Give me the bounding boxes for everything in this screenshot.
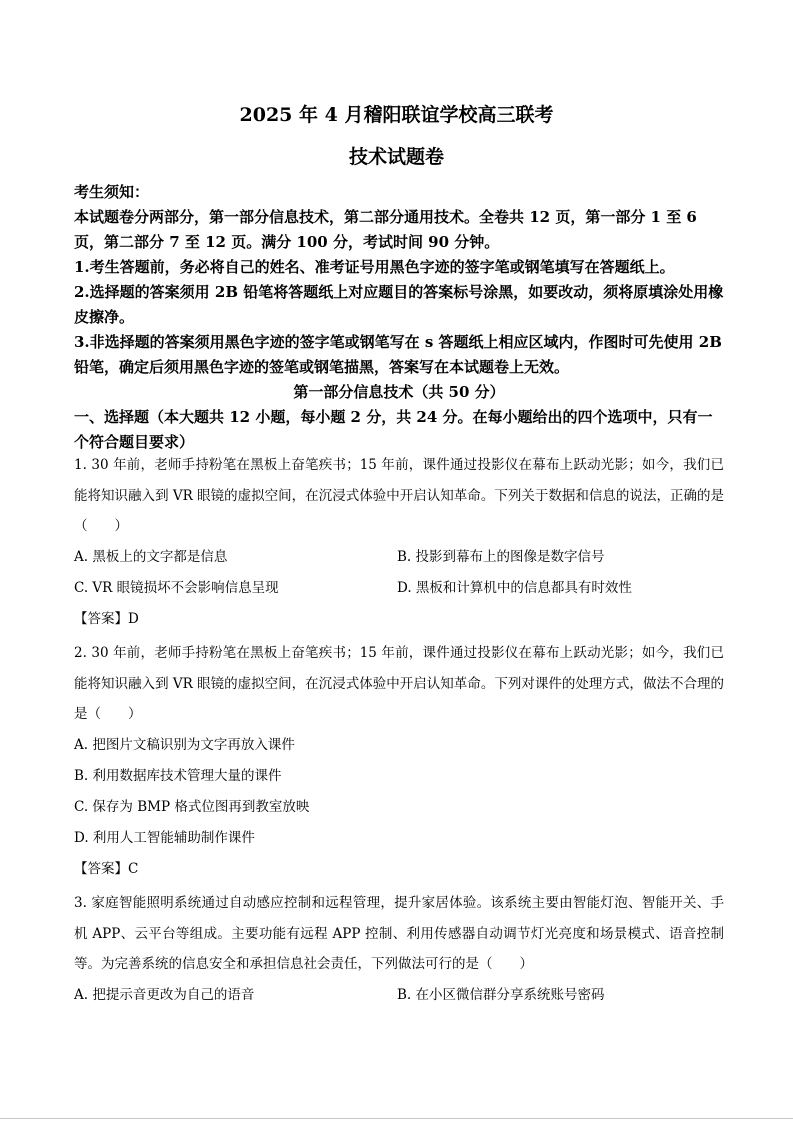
- exam-subtitle: 技术试题卷: [348, 146, 444, 168]
- option-d: D. 利用人工智能辅助制作课件: [74, 829, 255, 846]
- section-title: 一、选择题（本大题共 12 小题，每小题 2 分，共 24 分。在每小题给出的四个选项中，只有一个符合题目要求）: [74, 408, 713, 451]
- option-c: C. 保存为 BMP 格式位图再到教室放映: [74, 798, 310, 815]
- option-list: [74, 730, 724, 854]
- question-2: [74, 638, 724, 885]
- question-3: [74, 888, 724, 1011]
- option-a: A. 把图片文稿识别为文字再放入课件: [74, 736, 295, 753]
- option-a: A. 黑板上的文字都是信息: [74, 548, 228, 565]
- question-1: [74, 450, 724, 635]
- notice-line: 本试题卷分两部分，第一部分信息技术，第二部分通用技术。全卷共 12 页，第一部分 1 至 6 页，第二部分 7 至 12 页。满分 100 分，考试时间 90 分钟。: [74, 208, 697, 251]
- option-d: D. 黑板和计算机中的信息都具有时效性: [397, 579, 632, 596]
- question-stem: 2. 30 年前，老师手持粉笔在黑板上奋笔疾书；15 年前，课件通过投影仪在幕布上跃动光影；如今，我们已能将知识融入到 VR 眼镜的虚拟空间，在沉浸式体验中开启认知革命。下列对课件的处理方式，做法不合理的是（ ）: [74, 645, 724, 722]
- option-list: [74, 542, 724, 604]
- option-b: B. 利用数据库技术管理大量的课件: [74, 767, 282, 784]
- exam-title: 2025 年 4 月稽阳联谊学校高三联考: [239, 104, 554, 126]
- option-list: [74, 980, 724, 1011]
- answer-label: 【答案】C: [74, 860, 139, 877]
- notice-heading: 考生须知：: [74, 183, 150, 201]
- question-stem: 3. 家庭智能照明系统通过自动感应控制和远程管理，提升家居体验。该系统主要由智能灯泡、智能开关、手机 APP、云平台等组成。主要功能有远程 APP 控制、利用传感器自动调节灯光亮度和场景模式、语音控制等。为完善系统的信息安全和承担信息社会责任，下列做法可行的是（ ）: [74, 895, 724, 972]
- exam-notice: [74, 180, 724, 455]
- notice-line: 3.非选择题的答案须用黑色字迹的签字笔或钢笔写在 s 答题纸上相应区域内，作图时可先使用 2B 铅笔，确定后须用黑色字迹的签笔或钢笔描黑，答案写在本试题卷上无效。: [74, 333, 722, 376]
- answer-label: 【答案】D: [74, 610, 139, 627]
- option-b: B. 投影到幕布上的图像是数字信号: [397, 548, 605, 565]
- notice-line: 2.选择题的答案须用 2B 铅笔将答题纸上对应题目的答案标号涂黑，如要改动，须将原填涂处用橡皮擦净。: [74, 283, 724, 326]
- option-c: C. VR 眼镜损坏不会影响信息呈现: [74, 579, 279, 596]
- option-b: B. 在小区微信群分享系统账号密码: [397, 986, 605, 1003]
- notice-line: 1.考生答题前，务必将自己的姓名、准考证号用黑色字迹的签字笔或钢笔填写在答题纸上。: [74, 258, 675, 276]
- part-title: 第一部分信息技术（共 50 分）: [293, 383, 505, 401]
- option-a: A. 把提示音更改为自己的语音: [74, 986, 255, 1003]
- page-bottom-divider: [0, 1118, 793, 1119]
- question-stem: 1. 30 年前，老师手持粉笔在黑板上奋笔疾书；15 年前，课件通过投影仪在幕布上跃动光影；如今，我们已能将知识融入到 VR 眼镜的虚拟空间，在沉浸式体验中开启认知革命。下列关于数据和信息的说法，正确的是（ ）: [74, 457, 724, 534]
